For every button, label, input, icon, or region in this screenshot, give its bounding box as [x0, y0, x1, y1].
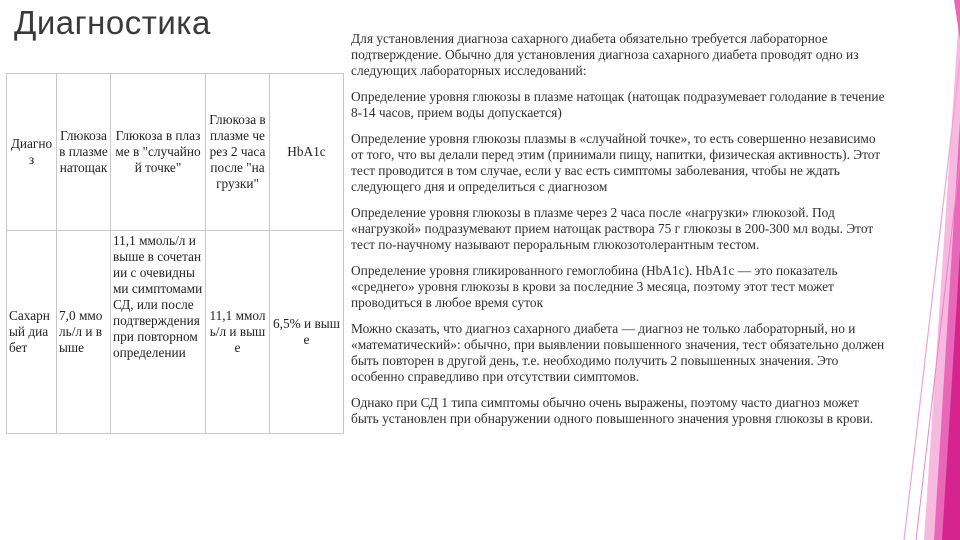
- table-row: [7, 231, 344, 434]
- header-2h-glucose: Глюкоза в плазме через 2 часа после "нагрузки": [206, 74, 270, 231]
- paragraph-hba1c-test: Определение уровня гликированного гемоглобина (HbA1c). HbA1c — это показатель «среднего» уровня глюкозы в крови за последние 3 месяца, поэтому этот тест может проводиться в любое время суток: [351, 263, 838, 310]
- paragraph-math-diagnosis: Можно сказать, что диагноз сахарного диабета — диагноз не только лабораторный, но и «математический»: обычно, при выявлении повышенного значения, тест обязательно должен быть повторен в другой день, т.е. необходимо получить 2 повышенных значения. Это особенно справедливо при отсутствии симптомов.: [351, 321, 885, 384]
- table-header-row: [7, 74, 344, 231]
- paragraph-intro: Для установления диагноза сахарного диабета обязательно требуется лабораторное подтверждение. Обычно для установления диагноза сахарного диабета проводят одно из следующих лабораторных исследований:: [351, 31, 859, 78]
- cell-2h-glucose: 11,1 ммоль/л и выше: [206, 231, 270, 434]
- paragraph-type1: Однако при СД 1 типа симптомы обычно очень выражены, поэтому часто диагноз может быть установлен при обнаружении одного повышенного значения уровня глюкозы в крови.: [351, 395, 874, 426]
- cell-random-glucose: 11,1 ммоль/л и выше в сочетании с очевидными симптомами СД, или после подтверждения при повторном определении: [111, 231, 206, 434]
- cell-hba1c: 6,5% и выше: [270, 231, 344, 434]
- diagnosis-table: [6, 73, 344, 434]
- paragraph-fasting-test: Определение уровня глюкозы в плазме натощак (натощак подразумевает голодание в течение 8-14 часов, прием воды допускается): [351, 89, 885, 120]
- cell-fasting-glucose: 7,0 ммоль/л и выше: [57, 231, 111, 434]
- header-random-glucose: Глюкоза в плазме в "случайной точке": [111, 74, 206, 231]
- header-diagnosis: Диагноз: [7, 74, 57, 231]
- paragraph-random-test: Определение уровня глюкозы плазмы в «случайной точке», то есть совершенно независимо от того, что вы делали перед этим (принимали пищу, напитки, физическая активность). Этот тест проводится в том случае, если у вас есть симптомы заболевания, чтобы не ждать следующего дня и определиться с диагнозом: [351, 131, 881, 194]
- header-hba1c: HbA1c: [270, 74, 344, 231]
- cell-diagnosis: Сахарный диабет: [7, 231, 57, 434]
- text-column: [351, 31, 889, 437]
- paragraph-load-test: Определение уровня глюкозы в плазме через 2 часа после «нагрузки» глюкозой. Под «нагрузкой» подразумевают прием натощак раствора 75 г глюкозы в 200-300 мл воды. Этот тест по-научному называют пероральным глюкозотолерантным тестом.: [351, 205, 874, 252]
- header-fasting-glucose: Глюкоза в плазме натощак: [57, 74, 111, 231]
- page-title: Диагностика: [14, 4, 211, 41]
